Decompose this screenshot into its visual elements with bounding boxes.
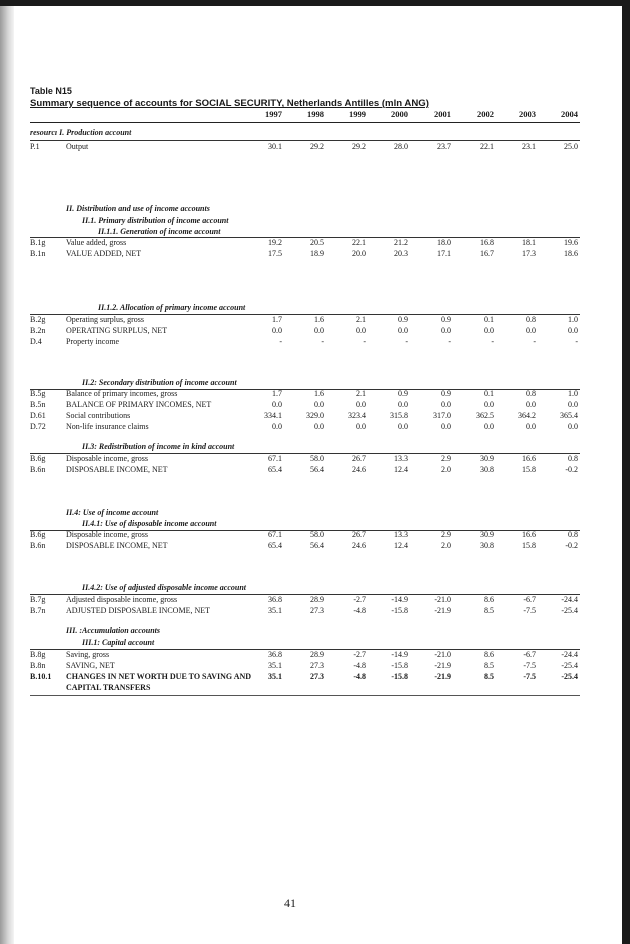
year-column-header: 2001 xyxy=(434,109,451,119)
value-cell: 0.0 xyxy=(314,400,324,409)
table-number: Table N15 xyxy=(30,86,72,96)
table-row xyxy=(0,249,600,260)
value-cell: 16.8 xyxy=(480,238,494,247)
value-cell: 0.0 xyxy=(272,422,282,431)
value-cell: 0.9 xyxy=(441,315,451,324)
value-cell: 1.7 xyxy=(272,389,282,398)
account-code: B.10.1 xyxy=(30,672,52,681)
value-cell: 334.1 xyxy=(264,411,282,420)
value-cell: 28.9 xyxy=(310,595,324,604)
value-cell: -25.4 xyxy=(561,672,578,681)
value-cell: 8.6 xyxy=(484,595,494,604)
section-title: III. :Accumulation accounts xyxy=(66,626,161,635)
value-cell: 30.1 xyxy=(268,142,282,151)
account-label: DISPOSABLE INCOME, NET xyxy=(66,541,168,550)
table-row xyxy=(0,422,600,433)
value-cell: 36.8 xyxy=(268,650,282,659)
account-code: B.6g xyxy=(30,530,46,539)
account-code: B.6g xyxy=(30,454,46,463)
value-cell: 35.1 xyxy=(268,661,282,670)
table-row xyxy=(0,238,600,249)
account-label: ADJUSTED DISPOSABLE INCOME, NET xyxy=(66,606,211,615)
value-cell: 65.4 xyxy=(268,541,282,550)
account-label: OPERATING SURPLUS, NET xyxy=(66,326,168,335)
account-code: B.7g xyxy=(30,595,46,604)
value-cell: 17.3 xyxy=(522,249,536,258)
value-cell: 0.0 xyxy=(356,422,366,431)
table-row xyxy=(0,142,600,153)
value-cell: -21.0 xyxy=(434,650,451,659)
value-cell: 0.0 xyxy=(272,400,282,409)
value-cell: 0.0 xyxy=(398,422,408,431)
value-cell: -0.2 xyxy=(565,465,578,474)
value-cell: 0.0 xyxy=(272,326,282,335)
table-row xyxy=(0,454,600,465)
account-label: BALANCE OF PRIMARY INCOMES, NET xyxy=(66,400,212,409)
value-cell: 0.8 xyxy=(568,454,578,463)
header-rule xyxy=(30,122,580,123)
year-column-header: 2004 xyxy=(561,109,578,119)
account-label: CHANGES IN NET WORTH DUE TO SAVING AND xyxy=(66,672,252,681)
page-number: 41 xyxy=(284,896,296,910)
year-column-header: 1997 xyxy=(265,109,282,119)
value-cell: -14.9 xyxy=(391,650,408,659)
account-code: B.8g xyxy=(30,650,46,659)
value-cell: -2.7 xyxy=(353,650,366,659)
value-cell: 36.8 xyxy=(268,595,282,604)
value-cell: 23.7 xyxy=(437,142,451,151)
value-cell: 329.0 xyxy=(306,411,324,420)
account-label: Property income xyxy=(66,337,120,346)
value-cell: 19.2 xyxy=(268,238,282,247)
value-cell: 0.0 xyxy=(526,422,536,431)
value-cell: -21.0 xyxy=(434,595,451,604)
value-cell: 15.8 xyxy=(522,541,536,550)
value-cell: 56.4 xyxy=(310,541,324,550)
section-title: II.1.1. Generation of income account xyxy=(98,227,221,236)
value-cell: 2.9 xyxy=(441,454,451,463)
value-cell: 1.6 xyxy=(314,315,324,324)
account-code: B.2g xyxy=(30,315,46,324)
section-title: resourcı I. Production account xyxy=(30,128,132,137)
account-label: Operating surplus, gross xyxy=(66,315,144,324)
value-cell: 67.1 xyxy=(268,530,282,539)
value-cell: 0.9 xyxy=(441,389,451,398)
value-cell: 30.9 xyxy=(480,530,494,539)
value-cell: 315.8 xyxy=(390,411,408,420)
value-cell: - xyxy=(448,337,451,346)
value-cell: - xyxy=(491,337,494,346)
value-cell: 35.1 xyxy=(268,672,282,681)
value-cell: 28.0 xyxy=(394,142,408,151)
table-row xyxy=(0,650,600,661)
account-code: D.72 xyxy=(30,422,46,431)
value-cell: - xyxy=(405,337,408,346)
value-cell: 16.6 xyxy=(522,454,536,463)
table-row xyxy=(0,411,600,422)
account-label: Saving, gross xyxy=(66,650,110,659)
value-cell: 56.4 xyxy=(310,465,324,474)
table-row xyxy=(0,661,600,672)
table-row xyxy=(0,400,600,411)
value-cell: -4.8 xyxy=(353,606,366,615)
value-cell: 27.3 xyxy=(310,661,324,670)
value-cell: 30.9 xyxy=(480,454,494,463)
value-cell: 1.0 xyxy=(568,315,578,324)
value-cell: -14.9 xyxy=(391,595,408,604)
value-cell: -15.8 xyxy=(391,661,408,670)
value-cell: 2.1 xyxy=(356,389,366,398)
value-cell: 13.3 xyxy=(394,530,408,539)
value-cell: 18.6 xyxy=(564,249,578,258)
value-cell: -7.5 xyxy=(523,672,536,681)
value-cell: - xyxy=(533,337,536,346)
value-cell: -25.4 xyxy=(561,606,578,615)
value-cell: 17.5 xyxy=(268,249,282,258)
account-label: Non-life insurance claims xyxy=(66,422,149,431)
value-cell: 0.0 xyxy=(441,422,451,431)
value-cell: 22.1 xyxy=(352,238,366,247)
account-code: B.2n xyxy=(30,326,46,335)
account-code: B.6n xyxy=(30,465,46,474)
account-code: B.8n xyxy=(30,661,46,670)
value-cell: 8.5 xyxy=(484,661,494,670)
value-cell: 323.4 xyxy=(348,411,366,420)
table-row xyxy=(0,337,600,348)
value-cell: 364.2 xyxy=(518,411,536,420)
value-cell: -4.8 xyxy=(353,661,366,670)
value-cell: 0.0 xyxy=(314,422,324,431)
value-cell: -21.9 xyxy=(434,606,451,615)
value-cell: 0.0 xyxy=(441,400,451,409)
value-cell: 16.7 xyxy=(480,249,494,258)
value-cell: 317.0 xyxy=(433,411,451,420)
account-label: SAVING, NET xyxy=(66,661,115,670)
value-cell: -21.9 xyxy=(434,661,451,670)
value-cell: 58.0 xyxy=(310,530,324,539)
section-title: II.4: Use of income account xyxy=(66,508,159,517)
table-row xyxy=(0,389,600,400)
value-cell: 12.4 xyxy=(394,541,408,550)
value-cell: -24.4 xyxy=(561,595,578,604)
value-cell: 29.2 xyxy=(310,142,324,151)
value-cell: 23.1 xyxy=(522,142,536,151)
section-title: II.1. Primary distribution of income account xyxy=(82,216,229,225)
value-cell: -7.5 xyxy=(523,661,536,670)
year-header-row xyxy=(0,109,600,121)
table-row xyxy=(0,530,600,541)
account-label: Social contributions xyxy=(66,411,131,420)
account-code: B.5n xyxy=(30,400,46,409)
value-cell: - xyxy=(321,337,324,346)
value-cell: 16.6 xyxy=(522,530,536,539)
value-cell: 362.5 xyxy=(476,411,494,420)
value-cell: 0.1 xyxy=(484,315,494,324)
account-label: DISPOSABLE INCOME, NET xyxy=(66,465,168,474)
account-label: Output xyxy=(66,142,89,151)
value-cell: 2.0 xyxy=(441,541,451,550)
year-column-header: 1998 xyxy=(307,109,324,119)
table-row xyxy=(0,595,600,606)
value-cell: 0.0 xyxy=(398,400,408,409)
table-row xyxy=(0,315,600,326)
value-cell: 8.5 xyxy=(484,606,494,615)
account-label: Adjusted disposable income, gross xyxy=(66,595,178,604)
section-title: II.4.1: Use of disposable income account xyxy=(82,519,217,528)
section-title: II.4.2: Use of adjusted disposable income account xyxy=(82,583,246,592)
value-cell: - xyxy=(363,337,366,346)
table-row xyxy=(0,606,600,617)
value-cell: 0.0 xyxy=(356,400,366,409)
section-title: III.1: Capital account xyxy=(82,638,155,647)
value-cell: 0.0 xyxy=(526,400,536,409)
section-title: II. Distribution and use of income accounts xyxy=(66,204,210,213)
value-cell: 15.8 xyxy=(522,465,536,474)
value-cell: 0.0 xyxy=(484,422,494,431)
account-code: P.1 xyxy=(30,142,40,151)
value-cell: -4.8 xyxy=(353,672,366,681)
value-cell: 0.9 xyxy=(398,389,408,398)
value-cell: 1.0 xyxy=(568,389,578,398)
value-cell: 1.7 xyxy=(272,315,282,324)
account-code: B.6n xyxy=(30,541,46,550)
value-cell: -15.8 xyxy=(391,606,408,615)
value-cell: 20.3 xyxy=(394,249,408,258)
value-cell: -7.5 xyxy=(523,606,536,615)
value-cell: 0.0 xyxy=(568,326,578,335)
year-column-header: 2003 xyxy=(519,109,536,119)
value-cell: 2.9 xyxy=(441,530,451,539)
year-column-header: 2000 xyxy=(391,109,408,119)
account-label: Balance of primary incomes, gross xyxy=(66,389,178,398)
value-cell: 0.1 xyxy=(484,389,494,398)
account-label: Disposable income, gross xyxy=(66,530,148,539)
value-cell: 0.0 xyxy=(568,422,578,431)
table-row xyxy=(0,672,600,692)
account-code: D.4 xyxy=(30,337,42,346)
value-cell: 365.4 xyxy=(560,411,578,420)
value-cell: 0.0 xyxy=(484,326,494,335)
value-cell: 2.1 xyxy=(356,315,366,324)
value-cell: 58.0 xyxy=(310,454,324,463)
value-cell: 0.8 xyxy=(526,315,536,324)
value-cell: 0.8 xyxy=(568,530,578,539)
value-cell: 19.6 xyxy=(564,238,578,247)
value-cell: 18.1 xyxy=(522,238,536,247)
value-cell: 24.6 xyxy=(352,465,366,474)
value-cell: 24.6 xyxy=(352,541,366,550)
value-cell: 1.6 xyxy=(314,389,324,398)
value-cell: 0.0 xyxy=(526,326,536,335)
value-cell: 13.3 xyxy=(394,454,408,463)
account-code: B.1g xyxy=(30,238,46,247)
value-cell: 0.0 xyxy=(568,400,578,409)
year-column-header: 1999 xyxy=(349,109,366,119)
table-row xyxy=(0,326,600,337)
document-page xyxy=(0,6,622,944)
value-cell: 0.8 xyxy=(526,389,536,398)
section-title: II.3: Redistribution of income in kind account xyxy=(82,442,235,451)
value-cell: 8.6 xyxy=(484,650,494,659)
table-title: Summary sequence of accounts for SOCIAL SECURITY, Netherlands Antilles (mln ANG) xyxy=(30,98,429,109)
value-cell: 0.0 xyxy=(398,326,408,335)
value-cell: 18.0 xyxy=(437,238,451,247)
value-cell: -6.7 xyxy=(523,595,536,604)
value-cell: 8.5 xyxy=(484,672,494,681)
account-code: D.61 xyxy=(30,411,46,420)
value-cell: 21.2 xyxy=(394,238,408,247)
value-cell: 67.1 xyxy=(268,454,282,463)
value-cell: - xyxy=(279,337,282,346)
account-code: B.1n xyxy=(30,249,46,258)
table-bottom-rule xyxy=(30,695,580,696)
account-label-continued: CAPITAL TRANSFERS xyxy=(66,683,151,692)
value-cell: 28.9 xyxy=(310,650,324,659)
value-cell: 26.7 xyxy=(352,530,366,539)
year-column-header: 2002 xyxy=(477,109,494,119)
account-label: Disposable income, gross xyxy=(66,454,148,463)
section-title: II.2: Secondary distribution of income account xyxy=(82,378,237,387)
section-rule xyxy=(30,140,580,141)
value-cell: 17.1 xyxy=(437,249,451,258)
value-cell: 2.0 xyxy=(441,465,451,474)
value-cell: 26.7 xyxy=(352,454,366,463)
value-cell: 27.3 xyxy=(310,606,324,615)
value-cell: -25.4 xyxy=(561,661,578,670)
value-cell: 18.9 xyxy=(310,249,324,258)
table-row xyxy=(0,465,600,476)
value-cell: 65.4 xyxy=(268,465,282,474)
value-cell: 0.0 xyxy=(441,326,451,335)
table-row xyxy=(0,541,600,552)
account-label: VALUE ADDED, NET xyxy=(66,249,142,258)
section-title: II.1.2. Allocation of primary income account xyxy=(98,303,246,312)
value-cell: 0.0 xyxy=(356,326,366,335)
value-cell: 30.8 xyxy=(480,465,494,474)
value-cell: 12.4 xyxy=(394,465,408,474)
value-cell: 20.5 xyxy=(310,238,324,247)
value-cell: -2.7 xyxy=(353,595,366,604)
value-cell: - xyxy=(575,337,578,346)
value-cell: 25.0 xyxy=(564,142,578,151)
value-cell: 29.2 xyxy=(352,142,366,151)
value-cell: 20.0 xyxy=(352,249,366,258)
value-cell: 0.0 xyxy=(314,326,324,335)
value-cell: -0.2 xyxy=(565,541,578,550)
value-cell: -6.7 xyxy=(523,650,536,659)
value-cell: -21.9 xyxy=(434,672,451,681)
value-cell: -24.4 xyxy=(561,650,578,659)
value-cell: 35.1 xyxy=(268,606,282,615)
value-cell: 22.1 xyxy=(480,142,494,151)
account-label: Value added, gross xyxy=(66,238,127,247)
value-cell: -15.8 xyxy=(391,672,408,681)
value-cell: 0.0 xyxy=(484,400,494,409)
account-code: B.7n xyxy=(30,606,46,615)
value-cell: 30.8 xyxy=(480,541,494,550)
value-cell: 0.9 xyxy=(398,315,408,324)
account-code: B.5g xyxy=(30,389,46,398)
value-cell: 27.3 xyxy=(310,672,324,681)
